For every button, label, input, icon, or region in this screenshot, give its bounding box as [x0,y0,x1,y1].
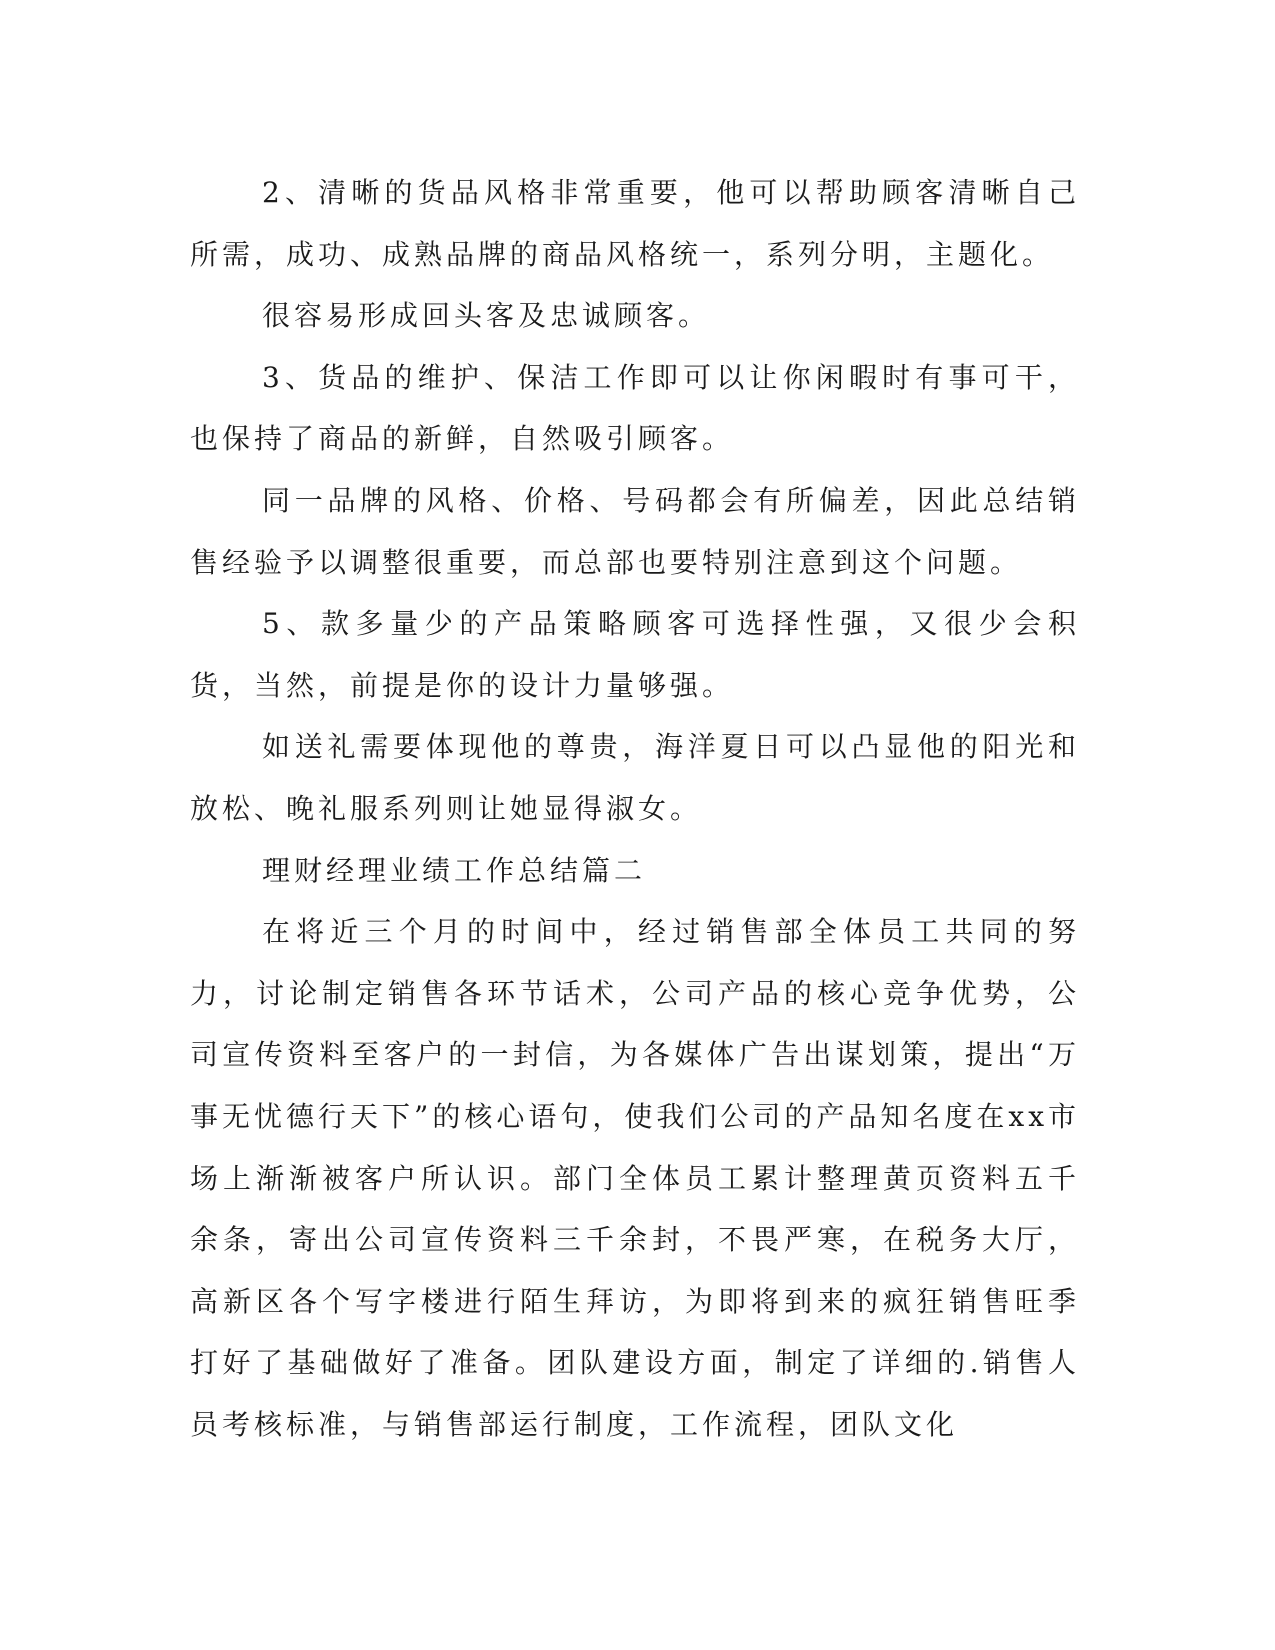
paragraph-goods-maintenance: 3、货品的维护、保洁工作即可以让你闲暇时有事可干，也保持了商品的新鲜，自然吸引顾客。 [190,360,1080,456]
paragraph-product-strategy: 5、款多量少的产品策略顾客可选择性强，又很少会积货，当然，前提是你的设计力量够强。 [190,607,1080,702]
paragraph-gift-series: 如送礼需要体现他的尊贵，海洋夏日可以凸显他的阳光和放松、晚礼服系列则让她显得淑女。 [190,730,1080,825]
paragraph-goods-style: 2、清晰的货品风格非常重要，他可以帮助顾客清晰自己所需，成功、成熟品牌的商品风格统一，系列分明，主题化。 [190,176,1080,271]
paragraph-brand-deviation: 同一品牌的风格、价格、号码都会有所偏差，因此总结销售经验予以调整很重要，而总部也要特别注意到这个问题。 [190,483,1080,579]
section-heading: 理财经理业绩工作总结篇二 [262,853,647,887]
document-body [190,162,1080,1455]
paragraph-repeat-customers: 很容易形成回头客及忠诚顾客。 [262,299,711,333]
paragraph-sales-summary: 在将近三个月的时间中，经过销售部全体员工共同的努力，讨论制定销售各环节话术，公司产品的核心竞争优势，公司宣传资料至客户的一封信，为各媒体广告出谋划策，提出“万事无忧德行天下”的核心语句，使我们公司的产品知名度在xx市场上渐渐被客户所认识。部门全体员工累计整理黄页资料五千余条，寄出公司宣传资料三千余封，不畏严寒，在税务大厅，高新区各个写字楼进行陌生拜访，为即将到来的疯狂销售旺季打好了基础做好了准备。团队建设方面，制定了详细的.销售人员考核标准，与销售部运行制度，工作流程，团队文化 [190,915,1080,1441]
